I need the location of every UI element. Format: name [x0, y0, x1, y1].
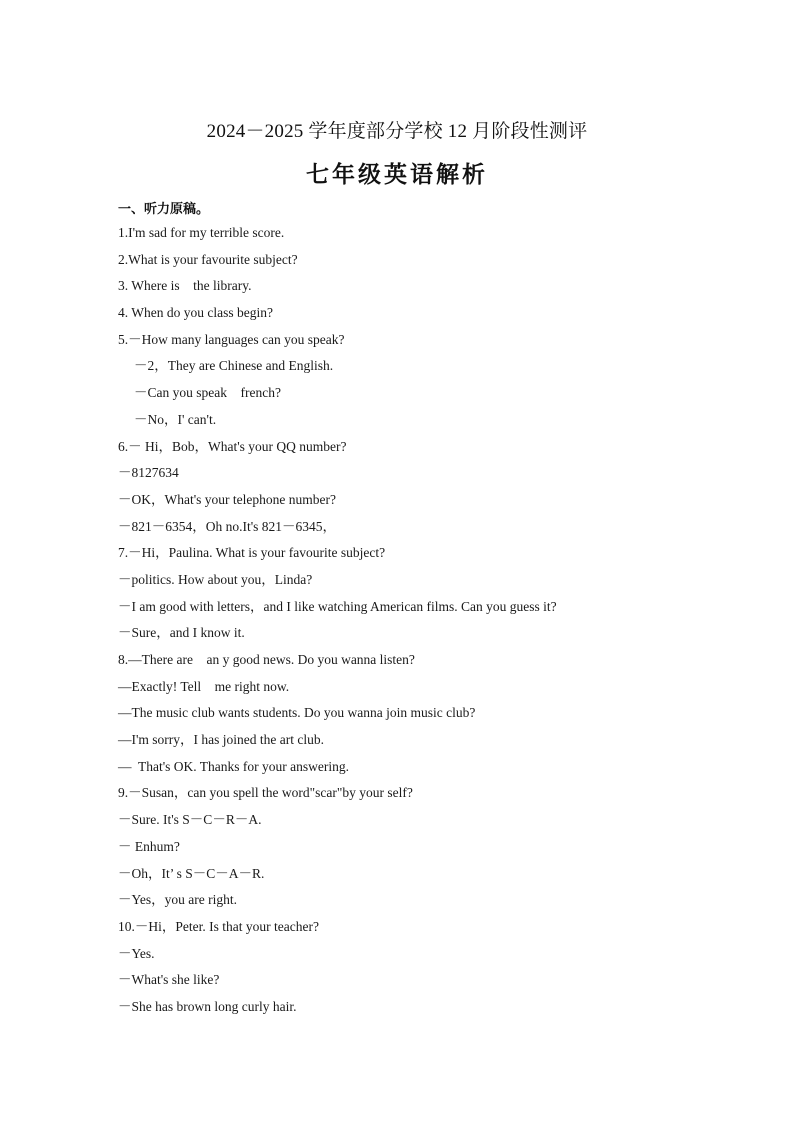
transcript-line: －politics. How about you，Linda?: [118, 571, 313, 587]
transcript-lines: [118, 223, 718, 1024]
transcript-line: －2，They are Chinese and English.: [134, 358, 334, 374]
transcript-line: －821－6354，Oh no.It's 821－6345，: [118, 518, 337, 534]
transcript-line: —Exactly! Tell me right now.: [118, 678, 290, 694]
transcript-line: －I am good with letters，and I like watching American films. Can you guess it?: [118, 598, 557, 614]
transcript-line: 7.－Hi，Paulina. What is your favourite subject?: [118, 545, 386, 561]
section-heading: 一、听力原稿。: [118, 202, 210, 217]
transcript-line: — That's OK. Thanks for your answering.: [118, 758, 350, 774]
transcript-line: 1.I'm sad for my terrible score.: [118, 225, 285, 240]
transcript-line: －Yes，you are right.: [118, 892, 237, 908]
transcript-line: －She has brown long curly hair.: [118, 998, 297, 1014]
transcript-line: 3. Where is the library.: [118, 278, 252, 294]
transcript-line: 10.－Hi，Peter. Is that your teacher?: [118, 918, 319, 934]
transcript-line: －Can you speak french?: [134, 385, 281, 401]
transcript-line: —The music club wants students. Do you wanna join music club?: [118, 705, 476, 721]
transcript-line: －What's she like?: [118, 972, 220, 988]
transcript-line: － Enhum?: [118, 838, 180, 854]
document-title: 2024－2025 学年度部分学校 12 月阶段性测评: [206, 121, 588, 142]
transcript-line: 6.－ Hi，Bob，What's your QQ number?: [118, 438, 347, 454]
transcript-line: 9.－Susan，can you spell the word"scar"by your self?: [118, 785, 413, 801]
transcript-line: 4. When do you class begin?: [118, 305, 273, 321]
transcript-line: 2.What is your favourite subject?: [118, 251, 298, 267]
transcript-line: 8.—There are an y good news. Do you wanna listen?: [118, 652, 415, 667]
transcript-line: －No，I' can't.: [134, 411, 217, 427]
transcript-line: —I'm sorry，I has joined the art club.: [118, 732, 325, 748]
transcript-line: －Sure，and I know it.: [118, 625, 245, 641]
transcript-line: 5.－How many languages can you speak?: [118, 331, 345, 347]
transcript-line: －8127634: [118, 465, 179, 481]
transcript-line: －Oh，It’ s S－C－A－R.: [118, 865, 265, 881]
transcript-line: －OK，What's your telephone number?: [118, 491, 336, 507]
transcript-line: －Sure. It's S－C－R－A.: [118, 812, 262, 828]
transcript-line: －Yes.: [118, 945, 155, 961]
document-subtitle: 七年级英语解析: [306, 161, 488, 188]
